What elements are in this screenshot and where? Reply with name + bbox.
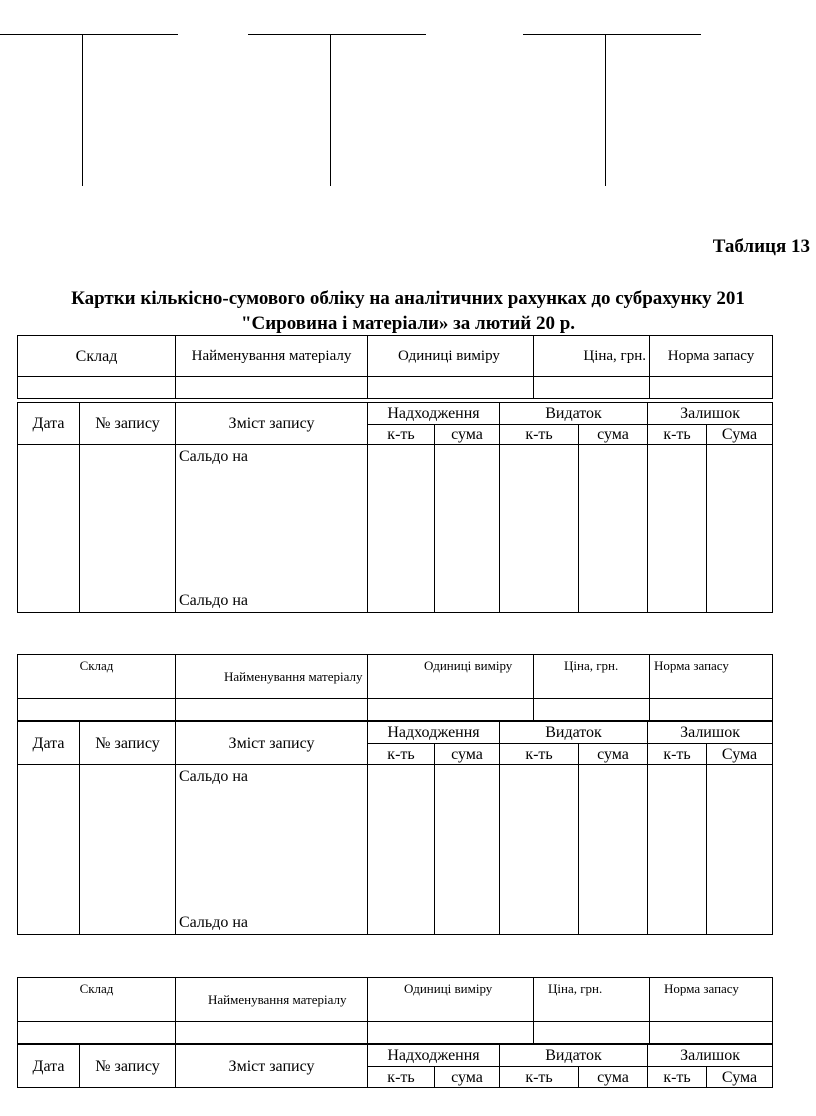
balance-sum-cell[interactable] xyxy=(707,445,773,613)
balance-qty-header: к-ть xyxy=(648,1067,707,1088)
issue-sum-header: сума xyxy=(579,744,648,765)
card-movement-table xyxy=(17,402,773,613)
stock-norm-value[interactable] xyxy=(650,377,773,399)
price-value[interactable] xyxy=(534,699,650,721)
record-no-cell[interactable] xyxy=(80,765,176,935)
issue-qty-header: к-ть xyxy=(500,425,579,445)
issue-sum-header: сума xyxy=(579,425,648,445)
warehouse-value[interactable] xyxy=(18,699,176,721)
stock-norm-label: Норма запасу xyxy=(650,655,773,699)
balance-sum-header: Сума xyxy=(707,425,773,445)
receipt-qty-header: к-ть xyxy=(368,1067,435,1088)
document-title-line2: "Сировина і матеріали» за лютий 20 р. xyxy=(240,313,576,334)
units-label: Одиниці виміру xyxy=(368,655,534,699)
balance-qty-cell[interactable] xyxy=(648,765,707,935)
account-card-2 xyxy=(17,654,772,935)
record-no-header: № запису xyxy=(80,1045,176,1088)
receipt-sum-header: сума xyxy=(435,744,500,765)
balance-sum-header: Сума xyxy=(707,1067,773,1088)
receipt-header: Надходження xyxy=(368,1045,500,1067)
table-caption: Таблиця 13 xyxy=(712,236,810,257)
closing-balance-label: Сальдо на xyxy=(179,914,248,931)
price-label: Ціна, грн. xyxy=(534,978,650,1022)
price-label: Ціна, грн. xyxy=(534,336,650,377)
material-name-value[interactable] xyxy=(176,1022,368,1044)
issue-qty-header: к-ть xyxy=(500,1067,579,1088)
record-no-header: № запису xyxy=(80,403,176,445)
material-name-label: Найменування матеріалу xyxy=(176,336,368,377)
account-card-3 xyxy=(17,977,772,1088)
stock-norm-label: Норма запасу xyxy=(650,978,773,1022)
units-value[interactable] xyxy=(368,1022,534,1044)
balance-header: Залишок xyxy=(648,722,773,744)
issue-header: Видаток xyxy=(500,1045,648,1067)
record-no-cell[interactable] xyxy=(80,445,176,613)
material-name-value[interactable] xyxy=(176,699,368,721)
card-movement-table xyxy=(17,721,773,935)
date-header: Дата xyxy=(18,403,80,445)
material-name-label: Найменування матеріалу xyxy=(176,978,368,1022)
card-movement-table xyxy=(17,1044,773,1088)
date-cell[interactable] xyxy=(18,765,80,935)
content-header: Зміст запису xyxy=(176,1045,368,1088)
stock-norm-value[interactable] xyxy=(650,699,773,721)
warehouse-label: Склад xyxy=(18,655,176,699)
receipt-sum-cell[interactable] xyxy=(435,765,500,935)
card-header-table xyxy=(17,977,773,1044)
date-header: Дата xyxy=(18,1045,80,1088)
price-label: Ціна, грн. xyxy=(534,655,650,699)
warehouse-value[interactable] xyxy=(18,1022,176,1044)
issue-qty-cell[interactable] xyxy=(500,445,579,613)
card-header-table xyxy=(17,654,773,721)
opening-balance-label: Сальдо на xyxy=(179,448,248,465)
issue-sum-cell[interactable] xyxy=(579,445,648,613)
receipt-qty-header: к-ть xyxy=(368,425,435,445)
opening-balance-label: Сальдо на xyxy=(179,768,248,785)
receipt-qty-cell[interactable] xyxy=(368,445,435,613)
balance-sum-cell[interactable] xyxy=(707,765,773,935)
balance-qty-header: к-ть xyxy=(648,744,707,765)
units-label: Одиниці виміру xyxy=(368,978,534,1022)
units-label: Одиниці виміру xyxy=(368,336,534,377)
receipt-header: Надходження xyxy=(368,722,500,744)
receipt-qty-header: к-ть xyxy=(368,744,435,765)
receipt-sum-header: сума xyxy=(435,425,500,445)
warehouse-label: Склад xyxy=(18,336,176,377)
content-header: Зміст запису xyxy=(176,722,368,765)
warehouse-label: Склад xyxy=(18,978,176,1022)
units-value[interactable] xyxy=(368,699,534,721)
balance-sum-header: Сума xyxy=(707,744,773,765)
balance-qty-cell[interactable] xyxy=(648,445,707,613)
warehouse-value[interactable] xyxy=(18,377,176,399)
receipt-qty-cell[interactable] xyxy=(368,765,435,935)
units-value[interactable] xyxy=(368,377,534,399)
record-no-header: № запису xyxy=(80,722,176,765)
receipt-sum-cell[interactable] xyxy=(435,445,500,613)
card-header-table xyxy=(17,335,773,399)
stock-norm-label: Норма запасу xyxy=(650,336,773,377)
issue-qty-header: к-ть xyxy=(500,744,579,765)
content-cell[interactable] xyxy=(176,765,368,935)
balance-qty-header: к-ть xyxy=(648,425,707,445)
document-title-line1: Картки кількісно-сумового обліку на аналітичних рахунках до субрахунку 201 xyxy=(71,288,745,309)
issue-sum-header: сума xyxy=(579,1067,648,1088)
closing-balance-label: Сальдо на xyxy=(179,592,248,609)
content-header: Зміст запису xyxy=(176,403,368,445)
issue-header: Видаток xyxy=(500,403,648,425)
receipt-header: Надходження xyxy=(368,403,500,425)
date-header: Дата xyxy=(18,722,80,765)
balance-header: Залишок xyxy=(648,403,773,425)
price-value[interactable] xyxy=(534,1022,650,1044)
material-name-label: Найменування матеріалу xyxy=(176,655,368,699)
receipt-sum-header: сума xyxy=(435,1067,500,1088)
balance-header: Залишок xyxy=(648,1045,773,1067)
content-cell[interactable] xyxy=(176,445,368,613)
price-value[interactable] xyxy=(534,377,650,399)
issue-sum-cell[interactable] xyxy=(579,765,648,935)
material-name-value[interactable] xyxy=(176,377,368,399)
date-cell[interactable] xyxy=(18,445,80,613)
account-card-1 xyxy=(17,335,772,613)
issue-header: Видаток xyxy=(500,722,648,744)
stock-norm-value[interactable] xyxy=(650,1022,773,1044)
issue-qty-cell[interactable] xyxy=(500,765,579,935)
